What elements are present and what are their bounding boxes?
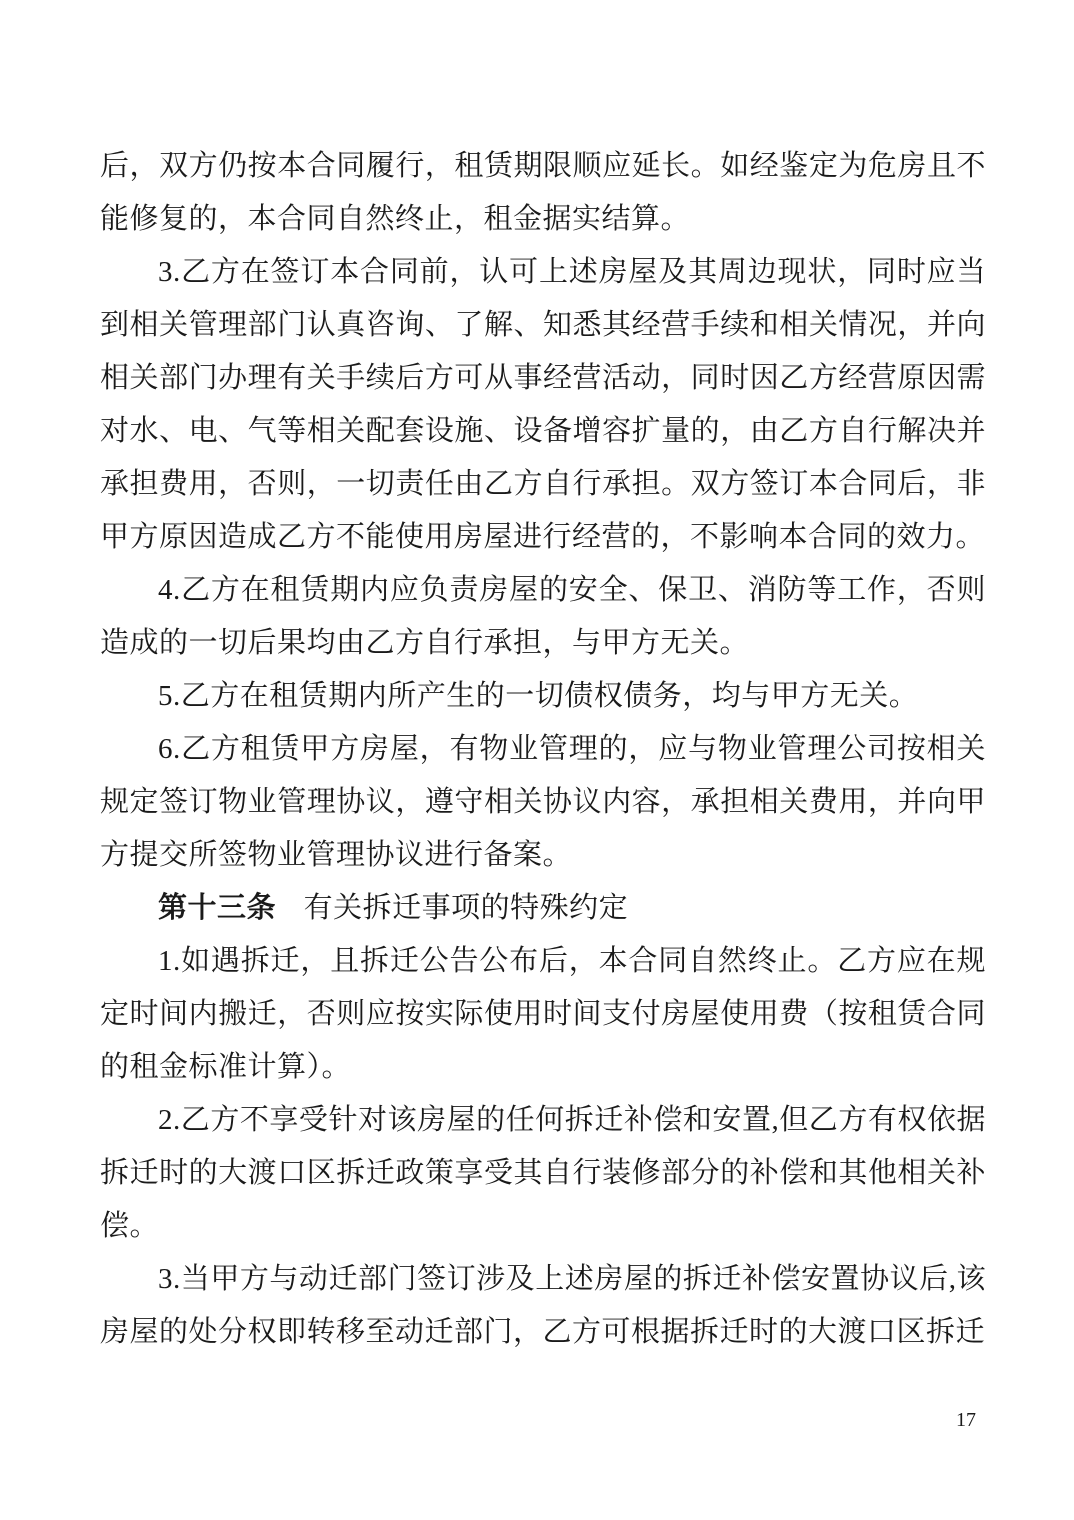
article-number: 第十三条 [158, 892, 277, 924]
paragraph-item-3: 3.乙方在签订本合同前，认可上述房屋及其周边现状，同时应当到相关管理部门认真咨询、了解、知悉其经营手续和相关情况，并向相关部门办理有关手续后方可从事经营活动，同时因乙方经营原因需对水、电、气等相关配套设施、设备增容扩量的，由乙方自行解决并承担费用，否则，一切责任由乙方自行承担。双方签订本合同后，非甲方原因造成乙方不能使用房屋进行经营的，不影响本合同的效力。 [100, 256, 986, 553]
paragraph-item-6: 6.乙方租赁甲方房屋，有物业管理的，应与物业管理公司按相关规定签订物业管理协议，遵守相关协议内容，承担相关费用，并向甲方提交所签物业管理协议进行备案。 [100, 733, 986, 871]
paragraph-item-5: 5.乙方在租赁期内所产生的一切债权债务，均与甲方无关。 [158, 680, 919, 712]
paragraph-demolition-2: 2.乙方不享受针对该房屋的任何拆迁补偿和安置,但乙方有权依据拆迁时的大渡口区拆迁政策享受其自行装修部分的补偿和其他相关补偿。 [100, 1104, 986, 1242]
paragraph-demolition-3: 3.当甲方与动迁部门签订涉及上述房屋的拆迁补偿安置协议后,该房屋的处分权即转移至动迁部门，乙方可根据拆迁时的大渡口区拆迁 [100, 1263, 986, 1348]
page-number: 17 [956, 1409, 976, 1431]
page-content [100, 140, 986, 1359]
paragraph-demolition-1: 1.如遇拆迁，且拆迁公告公布后，本合同自然终止。乙方应在规定时间内搬迁，否则应按实际使用时间支付房屋使用费（按租赁合同的租金标准计算）。 [100, 945, 986, 1083]
paragraph-continuation: 后，双方仍按本合同履行，租赁期限顺应延长。如经鉴定为危房且不能修复的，本合同自然终止，租金据实结算。 [100, 150, 986, 235]
paragraph-item-4: 4.乙方在租赁期内应负责房屋的安全、保卫、消防等工作，否则造成的一切后果均由乙方自行承担，与甲方无关。 [100, 574, 986, 659]
article-13-heading [100, 882, 986, 935]
article-title: 有关拆迁事项的特殊约定 [303, 892, 629, 924]
